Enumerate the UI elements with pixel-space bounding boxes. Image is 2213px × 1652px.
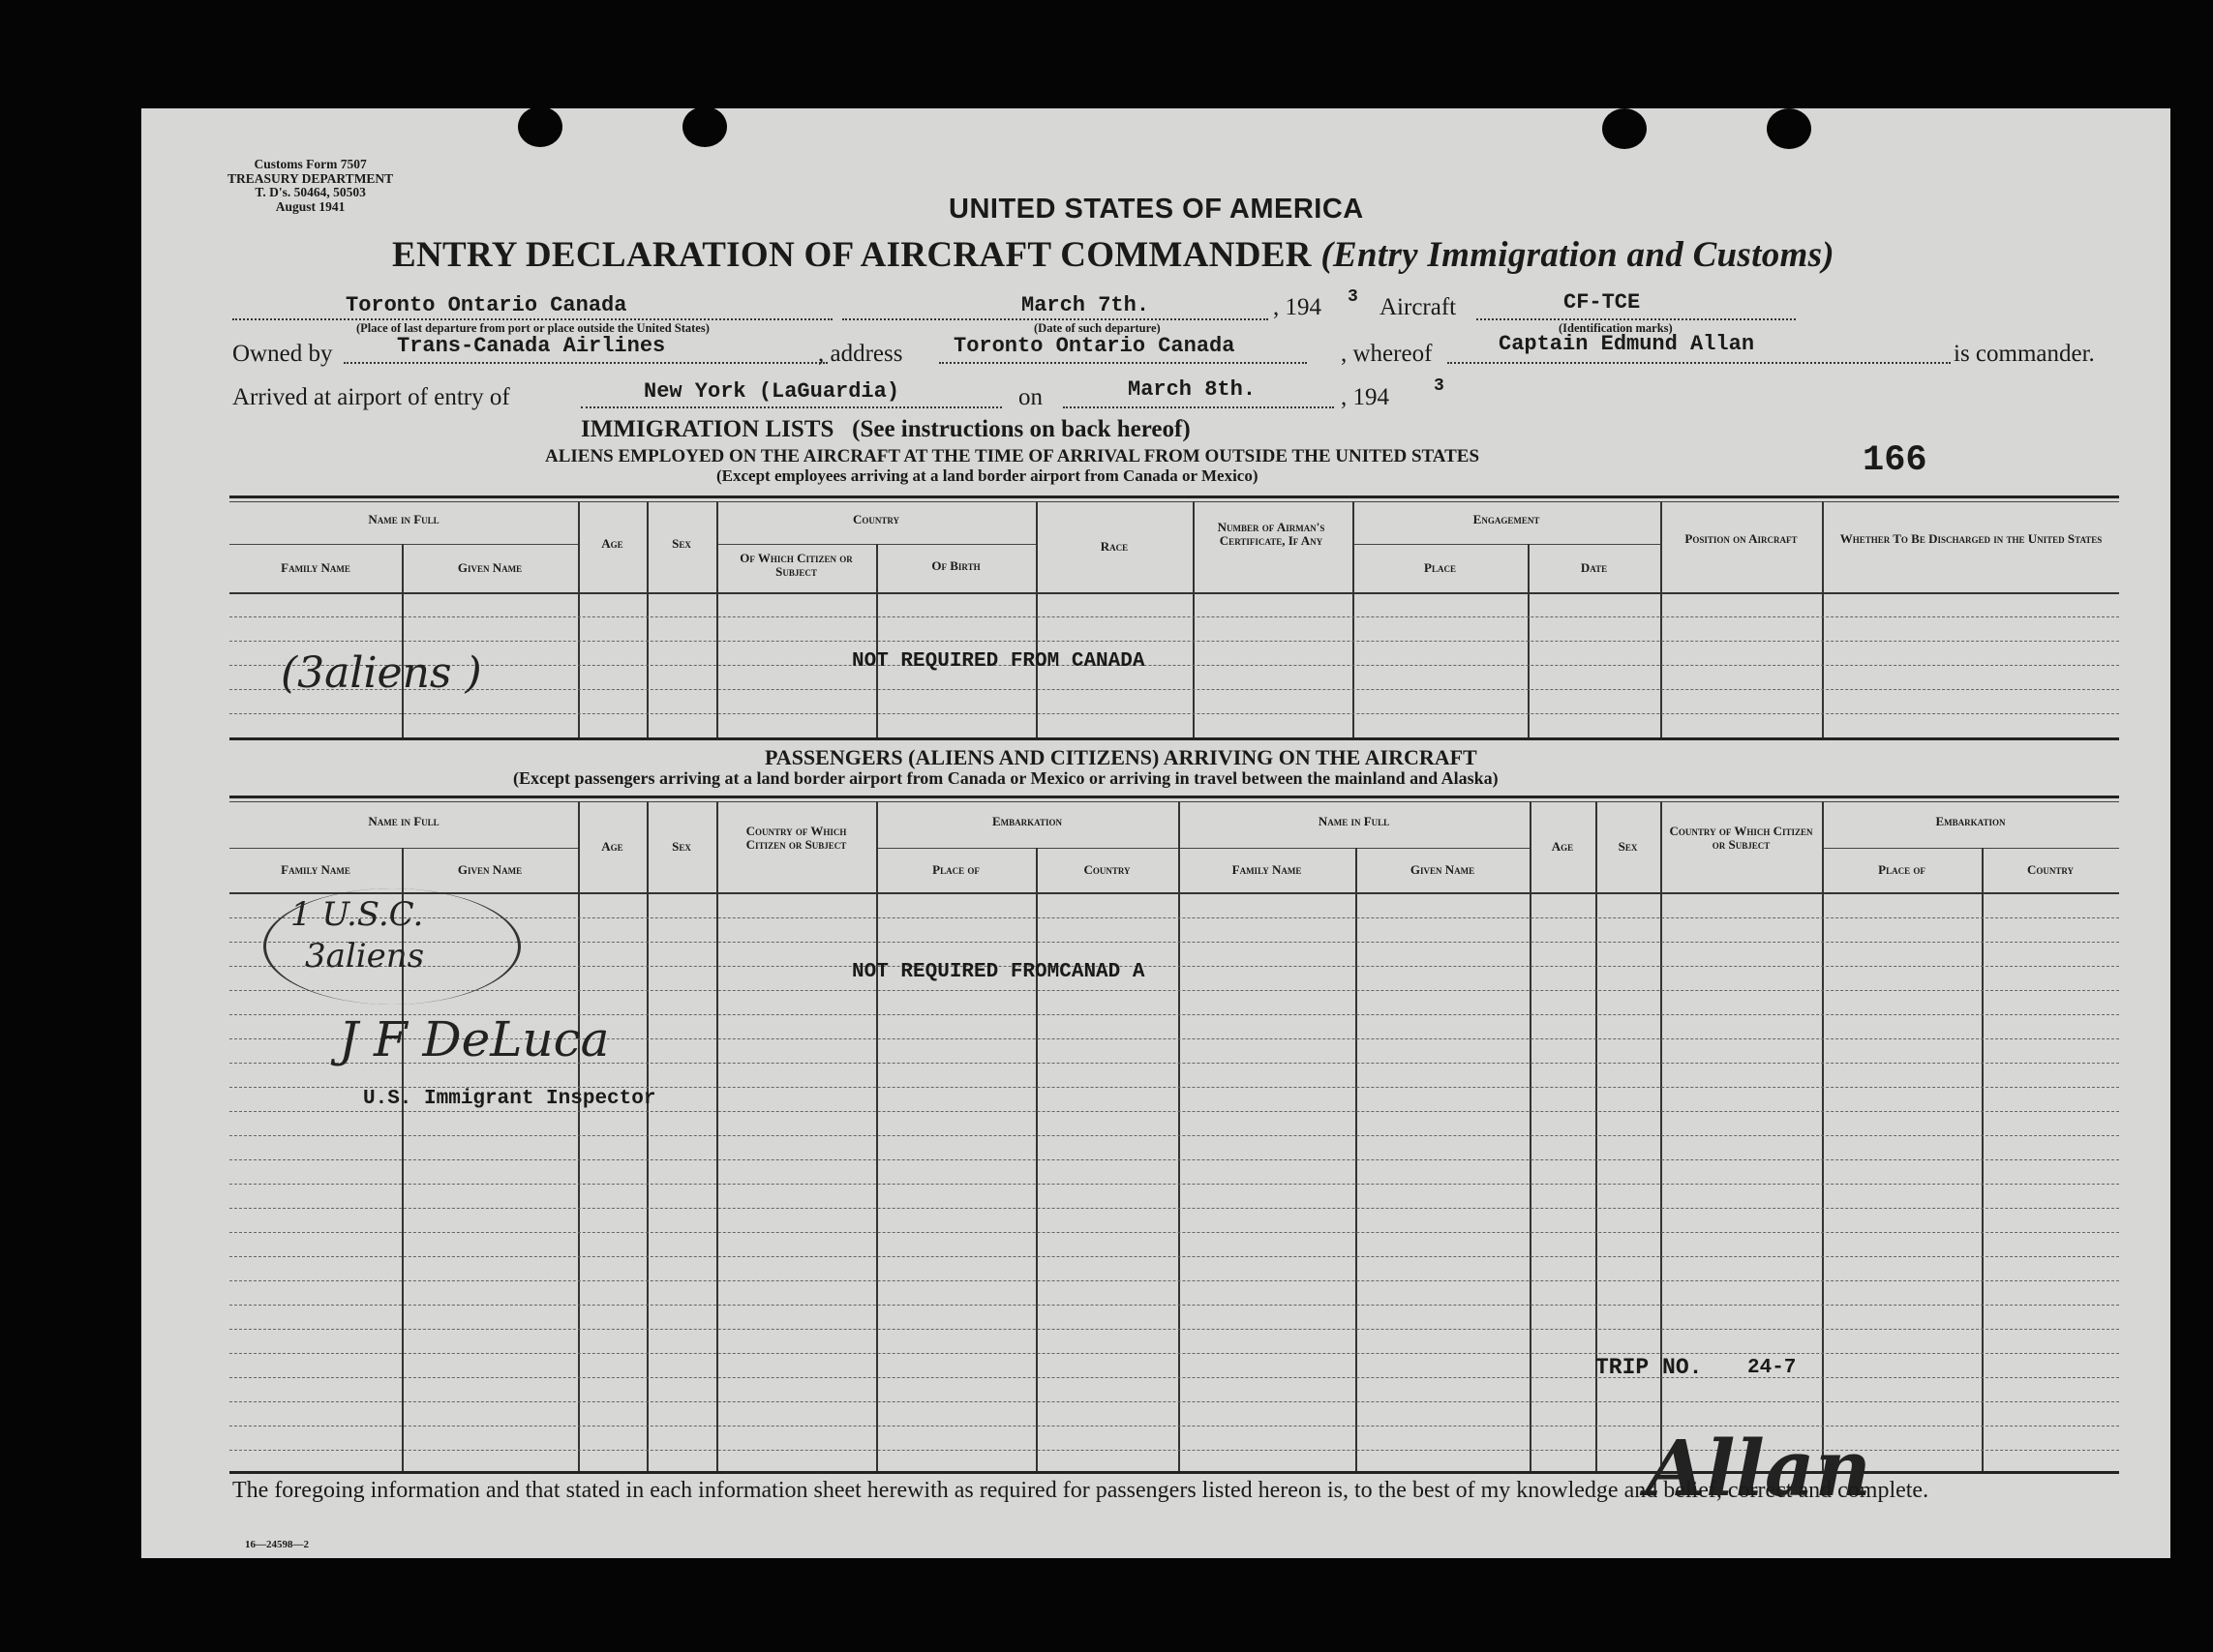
aliens-row-rule: [229, 689, 2119, 690]
aliens-col-line: [1352, 501, 1354, 737]
inspector-title: U.S. Immigrant Inspector: [363, 1088, 656, 1110]
print-code: 16—24598—2: [245, 1539, 309, 1550]
aliens-place: Place: [1424, 560, 1456, 575]
commander-name: Captain Edmund Allan: [1499, 332, 1755, 356]
arrival-airport-line: [581, 406, 1002, 408]
address-label: , address: [818, 341, 903, 367]
passengers-col-line: [1530, 801, 1531, 1471]
passengers-age: Age: [601, 839, 623, 854]
punch-hole: [518, 106, 562, 147]
passengers-embarkation: Embarkation: [991, 814, 1062, 828]
arrival-airport: New York (LaGuardia): [644, 379, 900, 404]
whereof-label: , whereof: [1341, 341, 1433, 367]
passengers-row-rule: [229, 1329, 2119, 1330]
passengers-note: (Except passengers arriving at a land border airport from Canada or Mexico or arriving in travel between the mainland and Alaska): [513, 768, 1499, 788]
arrival-year-prefix: , 194: [1341, 384, 1389, 410]
department: TREASURY DEPARTMENT: [227, 170, 394, 186]
passengers-row-rule: [229, 1305, 2119, 1306]
departure-place-line: [232, 318, 833, 320]
form-title: [392, 234, 1834, 276]
departure-year-digit: 3: [1348, 287, 1358, 307]
passengers-row-rule: [229, 990, 2119, 991]
passengers-name-in-full-2: Name in Full: [1318, 814, 1390, 828]
passengers-row-rule: [229, 1111, 2119, 1112]
page-number: 166: [1863, 440, 1927, 481]
passengers-bracket: [263, 888, 521, 1005]
passengers-row-rule: [229, 1232, 2119, 1233]
immigration-heading-title: IMMIGRATION LISTS: [581, 416, 834, 442]
aliens-given-name: Given Name: [457, 560, 523, 575]
commander-line: [1447, 362, 1951, 364]
passengers-row-rule: [229, 1353, 2119, 1354]
passengers-row-rule: [229, 1159, 2119, 1160]
passengers-row-rule: [229, 1256, 2119, 1257]
aliens-name-in-full: Name in Full: [368, 512, 440, 526]
aliens-engagement: Engagement: [1472, 512, 1540, 526]
owner-line: [344, 362, 828, 364]
passengers-name-in-full: Name in Full: [368, 814, 440, 828]
aliens-col-line: [1036, 501, 1038, 737]
passengers-row-rule: [229, 917, 2119, 918]
form-title-paren: (Entry Immigration and Customs): [1320, 235, 1834, 275]
form-number: Customs Form 7507: [254, 157, 367, 171]
aliens-heading: ALIENS EMPLOYED ON THE AIRCRAFT AT THE TIME OF ARRIVAL FROM OUTSIDE THE UNITED STATES: [545, 446, 1480, 466]
aliens-col-line: [1660, 501, 1662, 737]
passengers-col-line: [647, 801, 649, 1471]
commander-suffix: is commander.: [1954, 341, 2095, 367]
passengers-handwritten-note-2: 3aliens: [305, 937, 425, 976]
passengers-col-line: [1822, 801, 1824, 1471]
aliens-race: Race: [1100, 539, 1129, 554]
aliens-family-name: Family Name: [281, 560, 350, 575]
aliens-table-top: [229, 496, 2119, 498]
passengers-age-2: Age: [1551, 839, 1574, 854]
passengers-col-line: [1178, 801, 1180, 1471]
passengers-country-citizen: Country of Which Citizen or Subject: [745, 824, 847, 852]
owned-by-label: Owned by: [232, 341, 333, 367]
aliens-row-rule: [229, 665, 2119, 666]
departure-place-caption: (Place of last departure from port or place outside the United States): [356, 321, 710, 335]
aliens-birth: Of Birth: [931, 558, 981, 573]
passengers-not-required-stamp: NOT REQUIRED FROMCANAD A: [852, 961, 1145, 983]
departure-year-prefix: , 194: [1273, 294, 1321, 320]
aliens-sex: Sex: [672, 536, 691, 551]
departure-date: March 7th.: [1021, 293, 1150, 317]
aliens-header-divider: [229, 544, 578, 545]
aliens-discharged: Whether To Be Discharged in the United States: [1839, 531, 2103, 546]
aircraft-label: Aircraft: [1379, 294, 1457, 320]
owner-address: Toronto Ontario Canada: [954, 334, 1235, 358]
passengers-header-divider: [229, 848, 578, 849]
passengers-sex-2: Sex: [1618, 839, 1638, 854]
aliens-header-divider: [1352, 544, 1660, 545]
passengers-place-of-2: Place of: [1878, 862, 1925, 877]
passengers-header-bottom: [229, 892, 2119, 894]
passengers-given-name-2: Given Name: [1410, 862, 1475, 877]
passengers-row-rule: [229, 1280, 2119, 1281]
aircraft-line: [1476, 318, 1796, 320]
aliens-not-required-stamp: NOT REQUIRED FROM CANADA: [852, 650, 1145, 673]
passengers-embarkation-2: Embarkation: [1935, 814, 2006, 828]
passengers-header-divider: [1822, 848, 2119, 849]
aliens-col-line: [1822, 501, 1824, 737]
passengers-heading: [765, 745, 1477, 770]
passengers-row-rule: [229, 1208, 2119, 1209]
aliens-row-rule: [229, 641, 2119, 642]
passengers-heading-text: PASSENGERS (ALIENS AND CITIZENS) ARRIVING ON THE AIRCRAFT: [765, 745, 1477, 769]
arrival-date-line: [1063, 406, 1334, 408]
form-date: August 1941: [275, 198, 346, 214]
passengers-col-line: [876, 801, 878, 1471]
aliens-table-top-inner: [229, 501, 2119, 502]
aliens-note: (Except employees arriving at a land border airport from Canada or Mexico): [716, 466, 1258, 485]
passengers-table-top: [229, 796, 2119, 798]
aliens-airman-cert: Number of Airman's Certificate, If Any: [1217, 520, 1325, 548]
aliens-date: Date: [1580, 560, 1608, 575]
address-line: [939, 362, 1307, 364]
arrival-on-label: on: [1018, 384, 1043, 410]
aliens-col-line: [716, 501, 718, 737]
departure-place: Toronto Ontario Canada: [346, 293, 627, 317]
commander-signature: Allan: [1646, 1423, 1871, 1514]
aliens-citizen-of: Of Which Citizen or Subject: [740, 551, 853, 579]
country-heading: UNITED STATES OF AMERICA: [949, 194, 1364, 225]
aircraft-caption: (Identification marks): [1559, 321, 1673, 335]
punch-hole: [682, 106, 727, 147]
passengers-family-name-2: Family Name: [1231, 862, 1302, 877]
aliens-row-rule: [229, 713, 2119, 714]
immigration-heading-note: (See instructions on back hereof): [852, 416, 1191, 442]
passengers-row-rule: [229, 1401, 2119, 1402]
passengers-sex: Sex: [672, 839, 691, 854]
arrival-label: Arrived at airport of entry of: [232, 384, 510, 410]
passengers-col-line: [716, 801, 718, 1471]
aliens-col-line: [1193, 501, 1195, 737]
aliens-handwritten-note: (3aliens ): [281, 648, 482, 698]
aliens-header-bottom: [229, 592, 2119, 594]
passengers-col-line: [578, 801, 580, 1471]
passengers-given-name: Given Name: [457, 862, 523, 877]
passengers-header-divider: [876, 848, 1178, 849]
passengers-row-rule: [229, 1184, 2119, 1185]
aliens-country: Country: [852, 512, 900, 526]
passengers-row-rule: [229, 1377, 2119, 1378]
form-number-block: [227, 158, 393, 214]
departure-date-caption: (Date of such departure): [1034, 321, 1161, 335]
passengers-table-top-inner: [229, 801, 2119, 802]
trip-number: 24-7: [1747, 1357, 1797, 1379]
aliens-table-bottom: [229, 737, 2119, 740]
passengers-country: Country: [1083, 862, 1131, 877]
aliens-age: Age: [601, 536, 623, 551]
passengers-country-citizen-2: Country of Which Citizen or Subject: [1669, 824, 1813, 852]
passengers-header-divider: [1178, 848, 1530, 849]
passengers-handwritten-note-1: 1 U.S.C.: [290, 895, 424, 934]
owner-name: Trans-Canada Airlines: [397, 334, 666, 358]
passengers-place-of: Place of: [932, 862, 980, 877]
punch-hole: [1602, 108, 1647, 149]
passengers-row-rule: [229, 1135, 2119, 1136]
immigration-heading: [581, 416, 1191, 443]
aliens-row-rule: [229, 616, 2119, 617]
declaration-text: The foregoing information and that stated in each information sheet herewith as required for passengers listed hereon is, to the best of my knowledge and belief, correct and complete.: [232, 1478, 1929, 1503]
form-title-main: ENTRY DECLARATION OF AIRCRAFT COMMANDER: [392, 235, 1312, 275]
arrival-date: March 8th.: [1128, 377, 1257, 402]
inspector-signature: J F DeLuca: [339, 1011, 610, 1067]
arrival-year-digit: 3: [1434, 376, 1444, 396]
passengers-family-name: Family Name: [281, 862, 350, 877]
departure-date-line: [842, 318, 1268, 320]
trip-label: TRIP NO.: [1595, 1355, 1703, 1380]
passengers-country-2: Country: [2026, 862, 2075, 877]
aliens-position: Position on Aircraft: [1684, 531, 1798, 546]
punch-hole: [1767, 108, 1811, 149]
aircraft-id: CF-TCE: [1563, 290, 1641, 315]
td-numbers: T. D's. 50464, 50503: [255, 185, 366, 199]
